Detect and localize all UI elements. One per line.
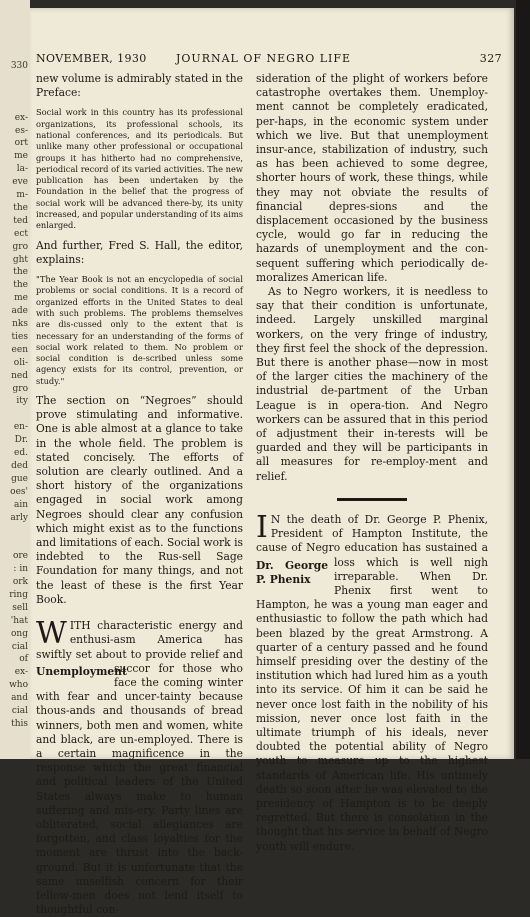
- margin-fragment: ade: [11, 306, 28, 317]
- margin-fragment: and: [11, 693, 28, 704]
- margin-fragment: een: [11, 344, 28, 355]
- unemployment-body: face the coming winter with fear and uncer-tainty because thous-ands and thousands of bread winners, both men and women, white and black, are un-employed. There is a certain magnificence in the response which the great financial and political leaders of the United States always make to human suffering and mis-ery. Party lines are obliterated, social allegiances are forgotten, and class loyalties for the moment are thrust into the back-ground. But it is unfortunate that the same unselfish concern for their fellow-men does not lend itself to thoughtful con-: [36, 675, 243, 917]
- margin-fragment: the: [13, 202, 28, 213]
- right-column: [256, 72, 488, 854]
- negro-workers-paragraph: As to Negro workers, it is needless to say that their condition is unfortunate, indeed. Largely unskilled marginal workers, on the very fringe of industry, they first feel the shock of the depression. But there is another phase—now in most of the larger cities the machinery of the industrial de-partment of the Urban League is in opera-tion. And Negro workers can be assured that in this period of adjustment their in-terests will be guarded and they will be participants in all measures for re-employ-ment and relief.: [256, 285, 488, 483]
- margin-fragment: m-: [16, 190, 28, 200]
- margin-fragment: ring: [9, 589, 28, 600]
- unemployment-side-heading: Unemployment: [36, 664, 127, 678]
- drop-cap-w: W: [36, 616, 67, 652]
- margin-fragment: ted: [13, 215, 28, 226]
- margin-fragment: sell: [12, 602, 28, 613]
- left-column: [36, 72, 243, 917]
- margin-fragment: ties: [11, 331, 28, 342]
- margin-fragment: ain: [13, 499, 28, 510]
- margin-fragment: la-: [16, 164, 28, 175]
- margin-fragment: ed.: [14, 448, 28, 458]
- margin-fragment: ght: [12, 254, 28, 265]
- margin-fragment: me: [14, 293, 28, 304]
- margin-fragment: Dr.: [14, 435, 28, 446]
- negroes-section-paragraph: The section on “Negroes” should prove stimulating and informative. One is able almost at a glance to take in the whole field. The problem is stated concisely. The efforts of solution are clearly outlined. And a short history of the organizations engaged in social work among Negroes should clear any confusion which might exist as to the functions and limitations of each. Social work is indebted to the Rus-sell Sage Foundation for many things, and not the least of these is the first Year Book.: [36, 394, 243, 606]
- drop-cap-i: I: [256, 509, 268, 545]
- margin-fragment: en-: [13, 422, 28, 433]
- margin-fragment: gro: [12, 383, 28, 394]
- phenix-lead: N the death of Dr. George P. Phenix, President of Hampton Institute, the cause of Negro education has sustained a: [256, 512, 488, 555]
- margin-fragment: gro: [12, 241, 28, 252]
- unemployment-lead: ITH characteristic energy and enthusi-asm America has swiftly set about to provide relief and succor for those who: [36, 619, 243, 675]
- preface-intro: new volume is admirably stated in the Preface:: [36, 72, 243, 100]
- margin-fragment: arly: [10, 512, 28, 523]
- preface-quote: Social work in this country has its professional organizations, its professional schools, its national conferences, and its periodicals. But unlike many other professional or occupational groups it has hitherto had no comprehensive, periodical record of its varied activities. The new publication has been undertaken by the Foundation in the belief that the progress of social work will be advanced there-by, its unity increased, and popular understanding of its aims enlarged.: [36, 107, 243, 231]
- margin-fragment: es-: [15, 125, 28, 136]
- phenix-side-heading: Dr. George P. Phenix: [256, 558, 328, 586]
- margin-fragment: ect: [14, 228, 28, 239]
- book-spine-edge: [516, 0, 530, 759]
- margin-fragment: me: [14, 151, 28, 162]
- adjacent-page-strip: [0, 0, 30, 759]
- margin-fragment: ity: [16, 396, 28, 407]
- margin-fragment: ort: [14, 138, 28, 149]
- margin-fragment: ex-: [14, 667, 28, 678]
- margin-fragment: cial: [11, 641, 28, 652]
- margin-fragment: ded: [11, 460, 28, 471]
- section-divider-rule: [337, 498, 407, 501]
- margin-fragment: oli-: [13, 357, 28, 368]
- margin-fragment: ex-: [14, 112, 28, 123]
- margin-fragment: ork: [12, 577, 28, 587]
- margin-fragment: the: [13, 280, 28, 291]
- margin-fragment: the: [13, 267, 28, 278]
- margin-fragment: eve: [12, 177, 28, 188]
- journal-page: [30, 8, 514, 917]
- margin-fragment: gue: [11, 473, 28, 484]
- phenix-body: loss which is well nigh irreparable. When Dr. Phenix first went to Hampton, he was a young man eager and enthusiastic to follow the path which had been blazed by the great Armstrong. A quarter of a century passed and he found himself presiding over the destiny of the institution which had lured him as a youth into its service. Of him it can be said he never once lost faith in the nobility of his mission, never once lost faith in the ultimate triumph of his ideals, never doubted the potential ability of Negro youth to measure up to the highest standards of American life. His untimely death so soon after he was elevated to the presidency of Hampton is to be deeply regretted. But there is consolation in the thought that his service in behalf of Negro youth will endure.: [256, 555, 488, 853]
- margin-fragment: this: [11, 718, 28, 729]
- margin-fragment: 330: [10, 61, 28, 71]
- phenix-article: [256, 509, 488, 854]
- header-journal-title: JOURNAL OF NEGRO LIFE: [176, 52, 352, 65]
- running-header: [36, 52, 502, 68]
- margin-fragment: ned: [11, 370, 28, 381]
- margin-fragment: ore: [12, 551, 28, 562]
- margin-fragment: who: [9, 680, 28, 691]
- header-date: NOVEMBER, 1930: [36, 52, 147, 65]
- margin-fragment: : in: [13, 564, 28, 575]
- margin-fragment: cial: [11, 706, 28, 716]
- margin-fragment: nks: [12, 319, 28, 329]
- editor-quote: "The Year Book is not an encyclopedia of social problems or social conditions. It is a record of organized efforts in the United States to deal with such problems. The problems themselves are dis-cussed only to the extent that is necessary for an understanding of the forms of social work related to them. No problem or social condition is de-scribed unless some agency exists for its control, prevention, or study.": [36, 274, 243, 386]
- margin-fragment: 'hat: [10, 615, 28, 626]
- unemployment-article: [36, 616, 243, 917]
- editor-intro: And further, Fred S. Hall, the editor, explains:: [36, 238, 243, 266]
- unemployment-continued: sideration of the plight of workers before catastrophe overtakes them. Unemploy-ment cannot be completely eradicated, per-haps, in the economic system under which we live. But that unemployment insur-ance, stabilization of industry, such as has been achieved to some degree, shorter hours of work, these things, while they may not obviate the results of financial depres-sions and the displacement occasioned by the business cycle, would go far in reducing the hazards of unemployment and the con-sequent suffering which periodically de-moralizes American life.: [256, 72, 488, 284]
- margin-fragment: ong: [11, 628, 28, 639]
- page-number: 327: [479, 52, 502, 65]
- margin-fragment: oes': [10, 486, 28, 497]
- margin-fragment: of: [19, 654, 28, 665]
